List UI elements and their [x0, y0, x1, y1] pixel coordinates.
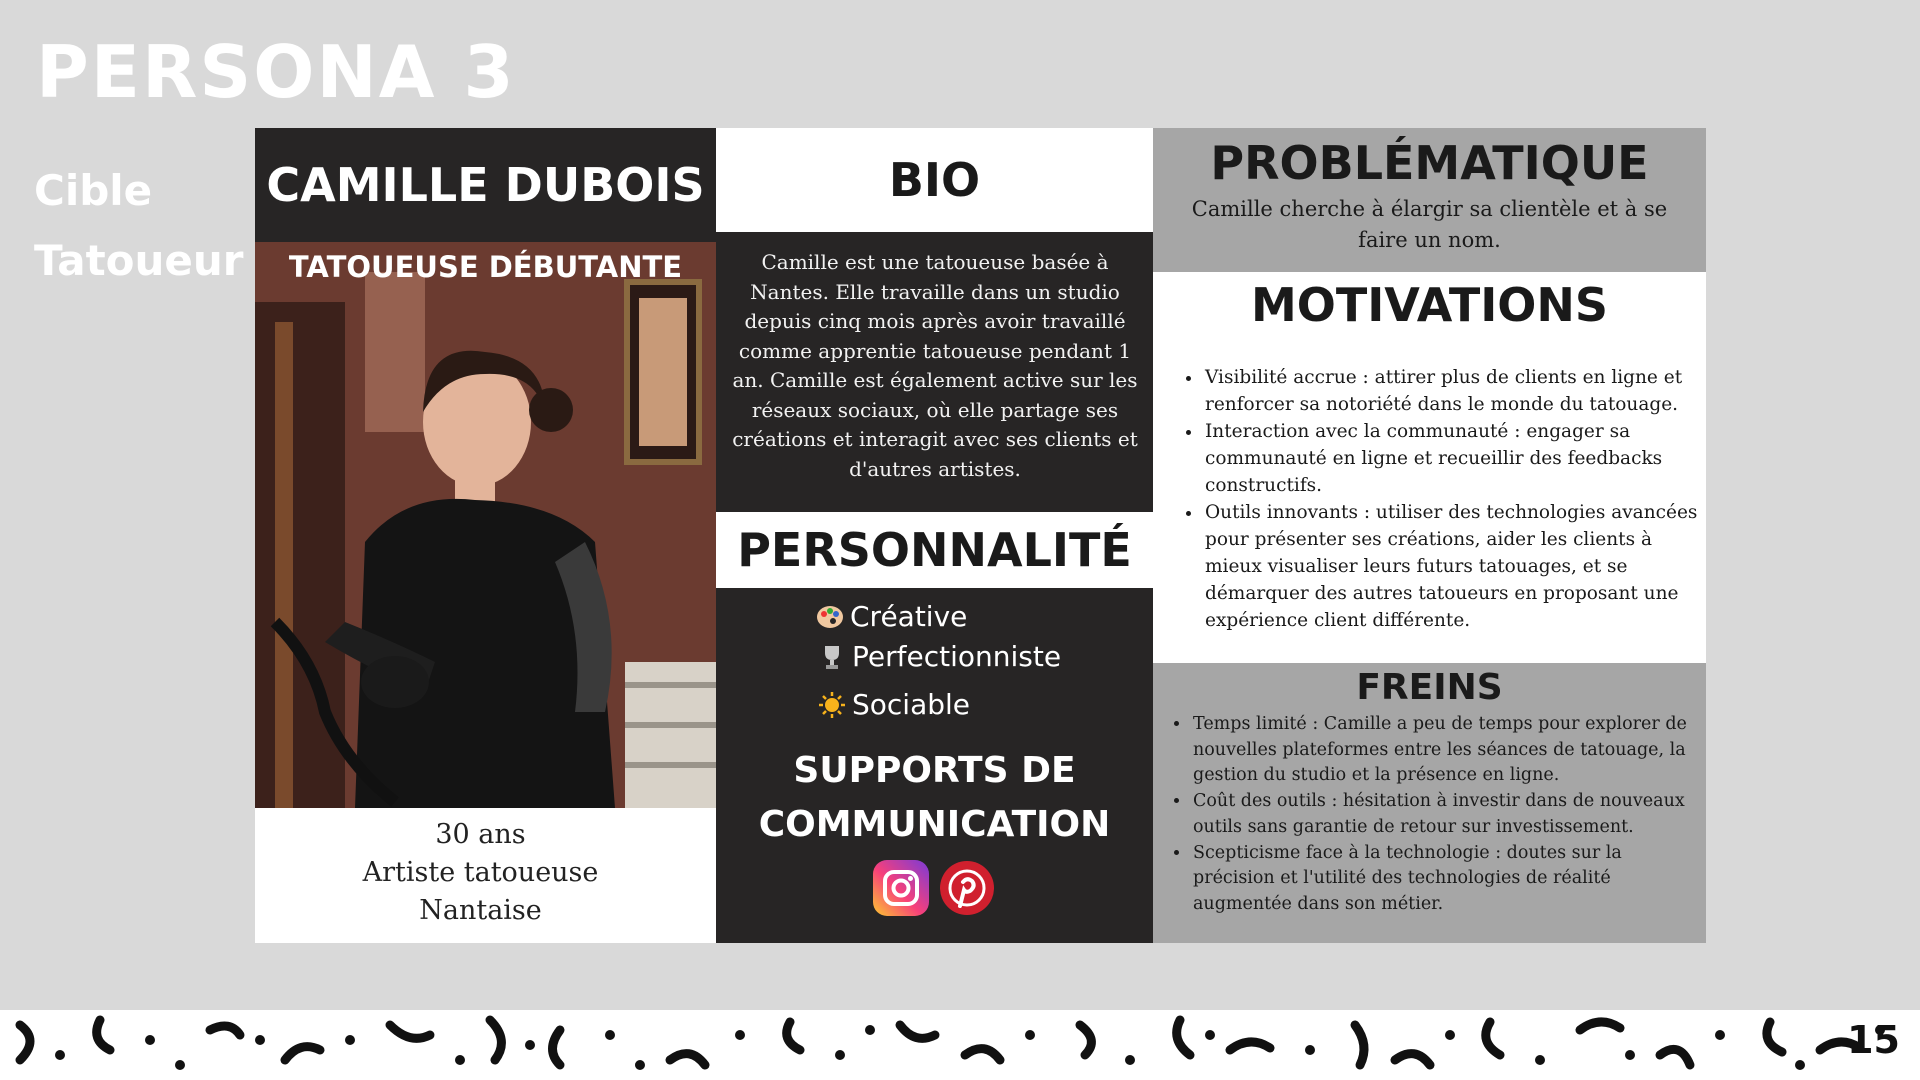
freins-heading: FREINS [1356, 667, 1503, 708]
list-item: • Temps limité : Camille a peu de temps pour explorer de nouvelles plateformes entre les séances de tatouage, la gestion du studio et la présence en ligne. [1191, 712, 1691, 789]
instagram-icon[interactable] [873, 860, 929, 916]
trait-label: Créative [850, 600, 968, 633]
supports-heading-line2: COMMUNICATION [758, 804, 1111, 845]
problem-heading: PROBLÉMATIQUE [1210, 136, 1649, 190]
tattoo-artist-illustration [255, 242, 716, 808]
sun-icon [818, 691, 846, 719]
trophy-icon [818, 643, 846, 671]
problem-column [1153, 128, 1706, 943]
motivations-heading: MOTIVATIONS [1250, 278, 1609, 332]
persona-origin: Nantaise [419, 895, 542, 926]
freins-box [1153, 663, 1706, 943]
list-item: • Scepticisme face à la technologie : doutes sur la précision et l'utilité des technologies de réalité augmentée dans son métier. [1191, 841, 1691, 918]
trait-creative [816, 600, 967, 633]
trait-label: Perfectionniste [852, 640, 1062, 673]
persona-job: Artiste tatoueuse [362, 857, 599, 888]
trait-sociable [818, 688, 970, 721]
persona-role: TATOUEUSE DÉBUTANTE [288, 250, 683, 284]
problem-box [1153, 128, 1706, 272]
list-item: • Coût des outils : hésitation à investir dans de nouveaux outils sans garantie de retour sur investissement. [1191, 789, 1691, 840]
supports-heading-line1: SUPPORTS DE [793, 750, 1076, 791]
problem-text: Camille cherche à élargir sa clientèle et à se faire un nom. [1191, 197, 1668, 252]
persona-name: CAMILLE DUBOIS [255, 128, 716, 242]
slide-title: PERSONA 3 [36, 30, 516, 114]
motivations-list [1185, 364, 1713, 634]
persona-photo [255, 242, 716, 808]
personality-heading: PERSONNALITÉ [716, 512, 1153, 588]
decorative-pattern [0, 1010, 1920, 1080]
profile-column [255, 128, 716, 943]
persona-info [255, 810, 706, 943]
list-item: • Outils innovants : utiliser des technologies avancées pour présenter ses créations, aider les clients à mieux visualiser leurs futurs tatouages, et se démarquer des autres tatoueurs en proposant une expérience client différente. [1203, 499, 1713, 634]
pinterest-icon[interactable] [939, 860, 995, 916]
target-label: Cible [34, 166, 153, 215]
supports-heading [716, 744, 1153, 852]
list-item: • Visibilité accrue : attirer plus de clients en ligne et renforcer sa notoriété dans le monde du tatouage. [1203, 364, 1713, 418]
trait-perfectionist [818, 640, 1061, 673]
persona-card [255, 128, 1706, 943]
page-number: 15 [1847, 1018, 1900, 1062]
bio-column [716, 128, 1153, 943]
freins-list [1153, 712, 1691, 918]
squiggle-pattern [0, 1010, 1920, 1080]
trait-label: Sociable [852, 688, 971, 721]
target-type-label: Tatoueur [34, 236, 244, 285]
bio-heading: BIO [716, 128, 1153, 232]
persona-age: 30 ans [435, 819, 526, 850]
bio-text: Camille est une tatoueuse basée à Nantes. Elle travaille dans un studio depuis cinq mois après avoir travaillé comme apprentie tatoueuse pendant 1 an. Camille est également active sur les réseaux sociaux, où elle partage ses créations et interagit avec ses clients et d'autres artistes. [732, 250, 1138, 481]
palette-icon [816, 603, 844, 631]
list-item: • Interaction avec la communauté : engager sa communauté en ligne et recueillir des feedbacks constructifs. [1203, 418, 1713, 499]
